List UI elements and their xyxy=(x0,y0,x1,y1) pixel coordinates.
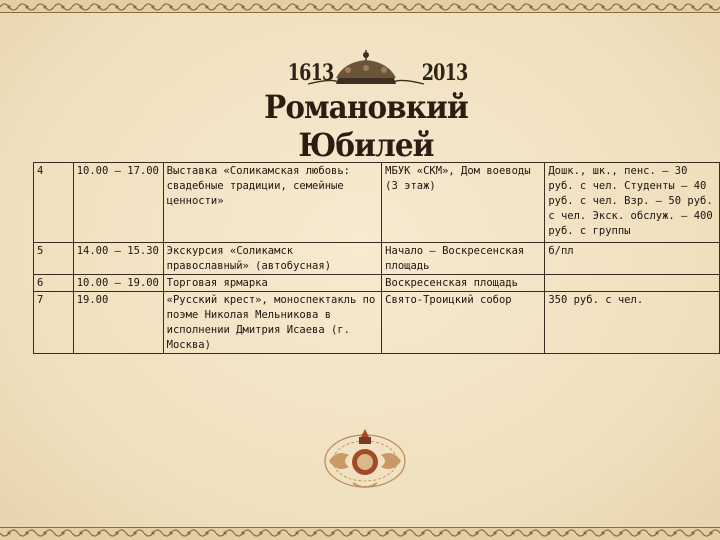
row-number: 5 xyxy=(34,243,74,275)
table-row xyxy=(34,275,720,292)
event-place: Начало – Воскресенская площадь xyxy=(382,243,545,275)
event-price: Дошк., шк., пенс. – 30 руб. с чел. Студенты – 40 руб. с чел. Взр. – 50 руб. с чел. Экск. обслуж. – 400 руб. с группы xyxy=(545,163,720,243)
event-price xyxy=(545,275,720,292)
event-title: Выставка «Соликамская любовь: свадебные традиции, семейные ценности» xyxy=(163,163,382,243)
event-time: 14.00 – 15.30 xyxy=(73,243,163,275)
event-schedule-table xyxy=(33,162,720,354)
event-title: Торговая ярмарка xyxy=(163,275,382,292)
event-place: МБУК «СКМ», Дом воеводы (3 этаж) xyxy=(382,163,545,243)
row-number: 6 xyxy=(34,275,74,292)
event-place: Свято-Троицкий собор xyxy=(382,292,545,354)
ornament-emblem-icon xyxy=(315,425,415,493)
row-number: 7 xyxy=(34,292,74,354)
event-price: б/пл xyxy=(545,243,720,275)
row-number: 4 xyxy=(34,163,74,243)
year-start: 1613 xyxy=(287,60,334,86)
event-time: 10.00 – 17.00 xyxy=(73,163,163,243)
table-row xyxy=(34,163,720,243)
table-row xyxy=(34,243,720,275)
event-title: «Русский крест», моноспектакль по поэме Николая Мельникова в исполнении Дмитрия Исаева (г. Москва) xyxy=(163,292,382,354)
anniversary-logo xyxy=(248,48,484,164)
event-title: Экскурсия «Соликамск православный» (автобусная) xyxy=(163,243,382,275)
event-time: 19.00 xyxy=(73,292,163,354)
event-place: Воскресенская площадь xyxy=(382,275,545,292)
year-end: 2013 xyxy=(421,60,468,86)
top-ornamental-border xyxy=(0,0,720,14)
logo-title: Романовкий Юбилей xyxy=(264,88,468,164)
event-price: 350 руб. с чел. xyxy=(545,292,720,354)
event-time: 10.00 – 19.00 xyxy=(73,275,163,292)
bottom-ornamental-border xyxy=(0,526,720,540)
table-row xyxy=(34,292,720,354)
